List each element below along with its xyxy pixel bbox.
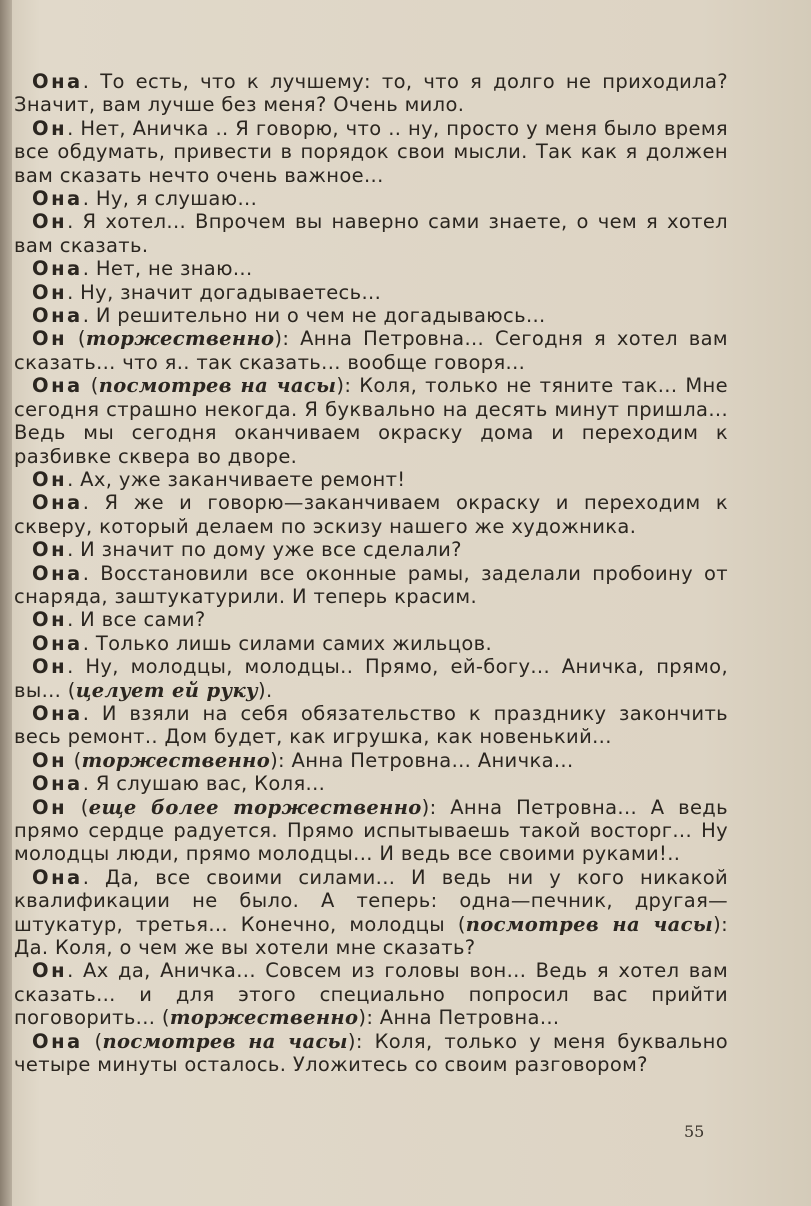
- dialogue-line: . Да, все своими силами... И ведь ни у кого никакой квалификации не было. А теперь: одна—печник, другая—штукатур, третья... Конечно, молодцы: [14, 865, 728, 936]
- dialogue-line: : Анна Петровна... Сегодня я хотел вам сказать... что я.. так сказать... вообще говоря...: [14, 327, 728, 374]
- dialogue-paragraph: Он (торжественно): Анна Петровна... Аничка...: [32, 748, 574, 772]
- speaker-name: Он: [32, 210, 68, 234]
- speaker-name: Она: [32, 772, 83, 796]
- stage-direction: торжественно: [85, 327, 275, 351]
- dialogue-line: . И решительно ни о чем не догадываюсь...: [82, 304, 546, 328]
- speaker-name: Он: [32, 280, 68, 304]
- dialogue-paragraph: [0, 281, 728, 304]
- dialogue-line: . И значит по дому уже все сделали?: [67, 538, 462, 562]
- dialogue-paragraph: Он. Ах да, Аничка... Совсем из головы вон... Ведь я хотел вам сказать... и для этого специально попросил вас прийти поговорить... (торжественно): Анна Петровна...: [14, 959, 728, 1030]
- page-number: 55: [684, 1122, 705, 1141]
- speaker-name: Он: [32, 467, 68, 491]
- dialogue-line-tail: : Анна Петровна...: [366, 1006, 560, 1030]
- speaker-name: Он: [32, 327, 68, 351]
- dialogue-line: . Ну, значит догадываетесь...: [67, 280, 382, 304]
- dialogue-line: . То есть, что к лучшему: то, что я долго не приходила? Значит, вам лучше без меня? Очень мило.: [14, 70, 728, 117]
- dialogue-line: . Ах да, Аничка... Совсем из головы вон... Ведь я хотел вам сказать... и для этого специально попросил вас прийти поговорить...: [14, 959, 728, 1030]
- dialogue-paragraph: Он (еще более торжественно): Анна Петровна... А ведь прямо сердце радуется. Прямо испытываешь такой восторг... Ну молодцы люди, прямо молодцы... И ведь все своими руками!..: [14, 795, 728, 866]
- speaker-name: Она: [32, 491, 83, 515]
- dialogue-paragraph: Он. Ну, молодцы, молодцы.. Прямо, ей-богу... Аничка, прямо, вы... (целует ей руку).: [14, 655, 728, 702]
- stage-direction: еще более торжественно: [88, 795, 422, 819]
- dialogue-paragraph: [0, 117, 728, 187]
- dialogue-line: . Ах, уже заканчиваете ремонт!: [67, 467, 406, 491]
- speaker-name: Он: [32, 959, 68, 983]
- stage-direction: целует ей руку: [75, 678, 259, 702]
- stage-direction: посмотрев на часы: [102, 1029, 348, 1053]
- dialogue-paragraph: [0, 304, 728, 327]
- dialogue-paragraph: [0, 257, 728, 280]
- dialogue-paragraph: [0, 468, 728, 491]
- speaker-name: Она: [32, 70, 83, 93]
- speaker-name: Она: [32, 701, 83, 725]
- dialogue-line: . Я хотел... Впрочем вы наверно сами знаете, о чем я хотел вам сказать.: [14, 210, 728, 257]
- dialogue-line: . Восстановили все оконные рамы, заделали пробоину от снаряда, заштукатурили. И теперь красим.: [14, 561, 728, 608]
- dialogue-paragraph: Она (посмотрев на часы): Коля, только у меня буквально четыре минуты осталось. Уложитесь со своим разговором?: [14, 1029, 728, 1077]
- dialogue-paragraph: [0, 772, 728, 795]
- dialogue-line: : Анна Петровна... Аничка...: [278, 748, 574, 772]
- speaker-name: Она: [32, 865, 83, 889]
- speaker-name: Он: [32, 748, 68, 772]
- dialogue-line: . Я же и говорю—заканчиваем окраску и переходим к скверу, который делаем по эскизу нашего же художника.: [14, 491, 728, 538]
- dialogue-paragraph: [0, 210, 728, 257]
- speaker-name: Он: [32, 655, 68, 679]
- dialogue-line: . Нет, не знаю...: [82, 257, 253, 281]
- speaker-name: Она: [32, 1029, 83, 1053]
- stage-direction: торжественно: [169, 1006, 359, 1030]
- dialogue-paragraph: [0, 632, 728, 655]
- speaker-name: Он: [32, 116, 68, 140]
- dialogue-line: . Нет, Аничка .. Я говорю, что .. ну, просто у меня было время все обдумать, привести в порядок свои мысли. Так как я должен вам сказать нечто очень важное...: [14, 116, 728, 187]
- speaker-name: Она: [32, 187, 83, 211]
- stage-direction: посмотрев на часы: [465, 912, 714, 936]
- dialogue-paragraph: [0, 608, 728, 631]
- speaker-name: Она: [32, 304, 83, 328]
- speaker-name: Она: [32, 561, 83, 585]
- dialogue-line: . И все сами?: [67, 608, 206, 632]
- dialogue-line: : Коля, только у меня буквально четыре минуты осталось. Уложитесь со своим разговором?: [14, 1029, 728, 1077]
- dialogue-paragraph: Он (торжественно): Анна Петровна... Сегодня я хотел вам сказать... что я.. так сказать... вообще говоря...: [14, 327, 728, 374]
- speaker-name: Он: [32, 795, 68, 819]
- dialogue-line: . И взяли на себя обязательство к празднику закончить весь ремонт.. Дом будет, как игрушка, как новенький...: [14, 701, 728, 749]
- speaker-name: Она: [32, 374, 83, 398]
- dialogue-line: . Только лишь силами самих жильцов.: [82, 631, 493, 655]
- dialogue-paragraph: [0, 702, 728, 749]
- dialogue-line: . Ну, молодцы, молодцы.. Прямо, ей-богу... Аничка, прямо, вы...: [14, 655, 728, 702]
- dialogue-line: : Анна Петровна... А ведь прямо сердце радуется. Прямо испытываешь такой восторг... Ну молодцы люди, прямо молодцы... И ведь все своими руками!..: [14, 795, 728, 866]
- dialogue-line-tail: : Да. Коля, о чем же вы хотели мне сказать?: [14, 912, 728, 960]
- dialogue-paragraph: [0, 538, 728, 561]
- dialogue-line: : Коля, только не тяните так... Мне сегодня страшно некогда. Я буквально на десять минут пришла... Ведь мы сегодня оканчиваем окраску дома и переходим к разбивке сквера во дворе.: [14, 374, 728, 468]
- dialogue-paragraph: Она (посмотрев на часы): Коля, только не тяните так... Мне сегодня страшно некогда. Я буквально на десять минут пришла... Ведь мы сегодня оканчиваем окраску дома и переходим к разбивке сквера во дворе.: [14, 374, 728, 468]
- dialogue-paragraph: [0, 187, 728, 210]
- dialogue-line-tail: .: [266, 678, 273, 702]
- dialogue-paragraph: Она. Да, все своими силами... И ведь ни у кого никакой квалификации не было. А теперь: одна—печник, другая—штукатур, третья... Конечно, молодцы (посмотрев на часы): Да. Коля, о чем же вы хотели мне сказать?: [14, 865, 728, 960]
- dialogue-line: . Ну, я слушаю...: [82, 187, 258, 211]
- dialogue-paragraph: [0, 562, 728, 609]
- dialogue-paragraph: [0, 491, 728, 538]
- stage-direction: торжественно: [81, 748, 271, 772]
- speaker-name: Она: [32, 631, 83, 655]
- dialogue-line: . Я слушаю вас, Коля...: [82, 772, 326, 796]
- dialogue-paragraph: [0, 70, 728, 117]
- speaker-name: Она: [32, 257, 83, 281]
- stage-direction: посмотрев на часы: [98, 374, 337, 398]
- dialogue-text: [0, 70, 728, 1076]
- speaker-name: Он: [32, 608, 68, 632]
- speaker-name: Он: [32, 538, 68, 562]
